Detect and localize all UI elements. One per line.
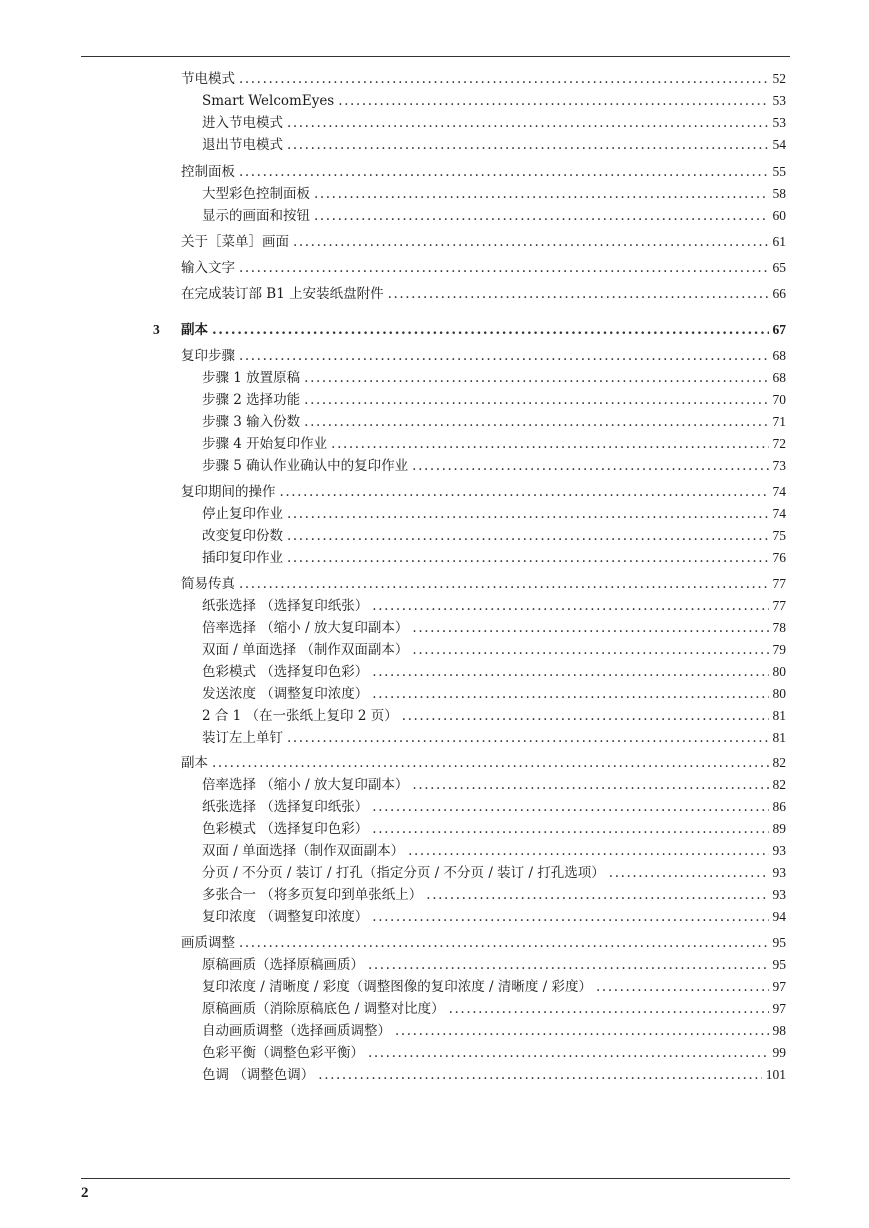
dot-leader	[368, 956, 769, 974]
toc-entry-page: 77	[772, 576, 786, 591]
dot-leader	[304, 369, 768, 387]
toc-subsection[interactable]	[202, 729, 786, 747]
dot-leader	[212, 754, 769, 772]
toc-subsection[interactable]	[202, 136, 786, 154]
toc-entry-title: 分页 / 不分页 / 装订 / 打孔（指定分页 / 不分页 / 装订 / 打孔选项）	[202, 865, 605, 881]
dot-leader	[412, 776, 768, 794]
toc-section[interactable]	[181, 754, 786, 772]
dot-leader	[239, 259, 769, 277]
toc-entry-title: 停止复印作业	[202, 506, 283, 522]
dot-leader	[287, 136, 769, 154]
toc-subsection[interactable]	[202, 776, 786, 794]
dot-leader	[338, 92, 768, 110]
toc-chapter[interactable]	[153, 321, 786, 339]
toc-subsection[interactable]	[202, 1044, 786, 1062]
toc-entry-title: 复印浓度 （调整复印浓度）	[202, 909, 369, 925]
toc-entry-page: 99	[772, 1045, 786, 1060]
toc-entry-title: 复印步骤	[181, 348, 235, 364]
toc-entry-title: 倍率选择 （缩小 / 放大复印副本）	[202, 777, 409, 793]
toc-entry-title: 纸张选择 （选择复印纸张）	[202, 799, 369, 815]
toc-entry-page: 79	[772, 642, 786, 657]
toc-entry-page: 80	[772, 686, 786, 701]
toc-entry-page: 93	[772, 865, 786, 880]
toc-entry-title: 发送浓度 （调整复印浓度）	[202, 686, 369, 702]
toc-entry-page: 68	[772, 370, 786, 385]
toc-entry-page: 97	[772, 1001, 786, 1016]
dot-leader	[402, 707, 769, 725]
toc-entry-title: 纸张选择 （选择复印纸张）	[202, 598, 369, 614]
toc-subsection[interactable]	[202, 842, 786, 860]
toc-entry-page: 68	[772, 348, 786, 363]
toc-entry-page: 67	[772, 322, 786, 337]
dot-leader	[372, 597, 768, 615]
dot-leader	[449, 1000, 769, 1018]
toc-subsection[interactable]	[202, 1022, 786, 1040]
toc-section[interactable]	[181, 163, 786, 181]
toc-subsection[interactable]	[202, 978, 786, 996]
toc-entry-page: 66	[772, 286, 786, 301]
toc-subsection[interactable]	[202, 369, 786, 387]
toc-entry-page: 73	[772, 458, 786, 473]
toc-entry-page: 75	[772, 528, 786, 543]
toc-entry-title: 在完成装订部 B1 上安装纸盘附件	[181, 286, 384, 302]
toc-section[interactable]	[181, 285, 786, 303]
toc-entry-page: 61	[772, 234, 786, 249]
toc-entry-page: 101	[765, 1067, 786, 1082]
toc-subsection[interactable]	[202, 798, 786, 816]
dot-leader	[239, 347, 769, 365]
toc-entry-page: 53	[772, 115, 786, 130]
dot-leader	[314, 207, 769, 225]
toc-subsection[interactable]	[202, 1000, 786, 1018]
toc-entry-title: 倍率选择 （缩小 / 放大复印副本）	[202, 620, 409, 636]
toc-entry-title: 双面 / 单面选择（制作双面副本）	[202, 843, 405, 859]
toc-subsection[interactable]	[202, 597, 786, 615]
toc-entry-page: 94	[772, 909, 786, 924]
dot-leader	[239, 934, 769, 952]
toc-entry-title: 双面 / 单面选择 （制作双面副本）	[202, 642, 409, 658]
toc-entry-page: 95	[772, 935, 786, 950]
toc-entry-page: 97	[772, 979, 786, 994]
dot-leader	[287, 549, 769, 567]
toc-entry-title: 色彩模式 （选择复印色彩）	[202, 664, 369, 680]
dot-leader	[372, 820, 768, 838]
toc-entry-title: 步骤 3 输入份数	[202, 414, 301, 430]
toc-entry-page: 80	[772, 664, 786, 679]
dot-leader	[372, 908, 768, 926]
toc-entry-page: 55	[772, 164, 786, 179]
toc-subsection[interactable]	[202, 435, 786, 453]
toc-entry-page: 74	[772, 484, 786, 499]
toc-entry-title: 步骤 2 选择功能	[202, 392, 301, 408]
toc-entry-title: 进入节电模式	[202, 115, 283, 131]
toc-subsection[interactable]	[202, 413, 786, 431]
toc-entry-page: 86	[772, 799, 786, 814]
toc-entry-title: 2 合 1 （在一张纸上复印 2 页）	[202, 708, 398, 724]
dot-leader	[412, 619, 768, 637]
dot-leader	[331, 435, 768, 453]
toc-entry-title: 改变复印份数	[202, 528, 283, 544]
chapter-number: 3	[153, 322, 160, 337]
toc-section[interactable]	[181, 483, 786, 501]
dot-leader	[280, 483, 769, 501]
dot-leader	[412, 641, 768, 659]
dot-leader	[395, 1022, 769, 1040]
dot-leader	[239, 575, 769, 593]
dot-leader	[287, 505, 769, 523]
toc-entry-title: 副本	[181, 322, 208, 338]
toc-entry-title: 节电模式	[181, 71, 235, 87]
toc-entry-page: 81	[772, 730, 786, 745]
toc-section[interactable]	[181, 70, 786, 88]
toc-subsection[interactable]	[202, 1066, 786, 1084]
toc-entry-title: 复印期间的操作	[181, 484, 276, 500]
toc-entry-title: 色彩模式 （选择复印色彩）	[202, 821, 369, 837]
toc-entry-page: 60	[772, 208, 786, 223]
dot-leader	[408, 842, 768, 860]
dot-leader	[596, 978, 768, 996]
toc-subsection[interactable]	[202, 549, 786, 567]
toc-subsection[interactable]	[202, 114, 786, 132]
toc-entry-page: 53	[772, 93, 786, 108]
toc-entry-title: 关于［菜单］画面	[181, 234, 289, 250]
toc-entry-title: 色调 （调整色调）	[202, 1067, 315, 1083]
dot-leader	[609, 864, 769, 882]
toc-section[interactable]	[181, 233, 786, 251]
toc-entry-page: 70	[772, 392, 786, 407]
toc-entry-title: 简易传真	[181, 576, 235, 592]
toc-entry-page: 93	[772, 887, 786, 902]
dot-leader	[372, 685, 768, 703]
toc-entry-page: 65	[772, 260, 786, 275]
toc-entry-title: 显示的画面和按钮	[202, 208, 310, 224]
page-number: 2	[81, 1185, 89, 1201]
toc-entry-page: 78	[772, 620, 786, 635]
toc-entry-page: 82	[772, 755, 786, 770]
toc-entry-title: 插印复印作业	[202, 550, 283, 566]
toc-entry-page: 93	[772, 843, 786, 858]
toc-subsection[interactable]	[202, 663, 786, 681]
toc-entry-title: 步骤 5 确认作业确认中的复印作业	[202, 458, 409, 474]
toc-section[interactable]	[181, 575, 786, 593]
toc-entry-page: 77	[772, 598, 786, 613]
toc-subsection[interactable]	[202, 619, 786, 637]
dot-leader	[293, 233, 769, 251]
toc-subsection[interactable]	[202, 505, 786, 523]
toc-entry-page: 52	[772, 71, 786, 86]
toc-section[interactable]	[181, 347, 786, 365]
dot-leader	[318, 1066, 761, 1084]
dot-leader	[212, 321, 769, 339]
toc-entry-page: 95	[772, 957, 786, 972]
dot-leader	[287, 729, 769, 747]
toc-subsection[interactable]	[202, 92, 786, 110]
toc-subsection[interactable]	[202, 908, 786, 926]
toc-entry-title: 控制面板	[181, 164, 235, 180]
toc-entry-page: 82	[772, 777, 786, 792]
dot-leader	[372, 663, 768, 681]
toc-entry-title: 画质调整	[181, 935, 235, 951]
toc-subsection[interactable]	[202, 864, 786, 882]
dot-leader	[314, 185, 769, 203]
dot-leader	[368, 1044, 769, 1062]
toc-entry-title: 多张合一 （将多页复印到单张纸上）	[202, 887, 423, 903]
toc-section[interactable]	[181, 259, 786, 277]
toc-entry-page: 98	[772, 1023, 786, 1038]
dot-leader	[372, 798, 768, 816]
toc-entry-page: 81	[772, 708, 786, 723]
toc-subsection[interactable]	[202, 457, 786, 475]
toc-subsection[interactable]	[202, 685, 786, 703]
toc-entry-title: 自动画质调整（选择画质调整）	[202, 1023, 391, 1039]
toc-entry-title: Smart WelcomEyes	[202, 93, 335, 109]
toc-subsection[interactable]	[202, 641, 786, 659]
toc-subsection[interactable]	[202, 391, 786, 409]
toc-entry-title: 原稿画质（消除原稿底色 / 调整对比度）	[202, 1001, 445, 1017]
dot-leader	[304, 391, 768, 409]
toc-entry-title: 退出节电模式	[202, 137, 283, 153]
toc-entry-page: 58	[772, 186, 786, 201]
dot-leader	[287, 527, 769, 545]
toc-entry-page: 54	[772, 137, 786, 152]
toc-entry-page: 76	[772, 550, 786, 565]
toc-entry-title: 色彩平衡（调整色彩平衡）	[202, 1045, 364, 1061]
toc-entry-title: 装订左上单钉	[202, 730, 283, 746]
dot-leader	[388, 285, 769, 303]
toc-subsection[interactable]	[202, 956, 786, 974]
dot-leader	[287, 114, 769, 132]
toc-entry-page: 71	[772, 414, 786, 429]
toc-entry-title: 复印浓度 / 清晰度 / 彩度（调整图像的复印浓度 / 清晰度 / 彩度）	[202, 979, 593, 995]
dot-leader	[239, 163, 769, 181]
toc-subsection[interactable]	[202, 886, 786, 904]
dot-leader	[239, 70, 769, 88]
toc-entry-title: 步骤 4 开始复印作业	[202, 436, 328, 452]
footer-rule	[81, 1178, 790, 1179]
toc-entry-title: 输入文字	[181, 260, 235, 276]
toc-entry-title: 步骤 1 放置原稿	[202, 370, 301, 386]
toc-subsection[interactable]	[202, 820, 786, 838]
toc-entry-title: 大型彩色控制面板	[202, 186, 310, 202]
toc-subsection[interactable]	[202, 527, 786, 545]
toc-entry-page: 72	[772, 436, 786, 451]
toc-entry-title: 副本	[181, 755, 208, 771]
toc-entry-page: 74	[772, 506, 786, 521]
toc-entry-title: 原稿画质（选择原稿画质）	[202, 957, 364, 973]
toc-subsection[interactable]	[202, 707, 786, 725]
toc-entry-page: 89	[772, 821, 786, 836]
dot-leader	[304, 413, 768, 431]
toc-section[interactable]	[181, 934, 786, 952]
toc-subsection[interactable]	[202, 207, 786, 225]
dot-leader	[426, 886, 768, 904]
dot-leader	[412, 457, 768, 475]
toc-subsection[interactable]	[202, 185, 786, 203]
